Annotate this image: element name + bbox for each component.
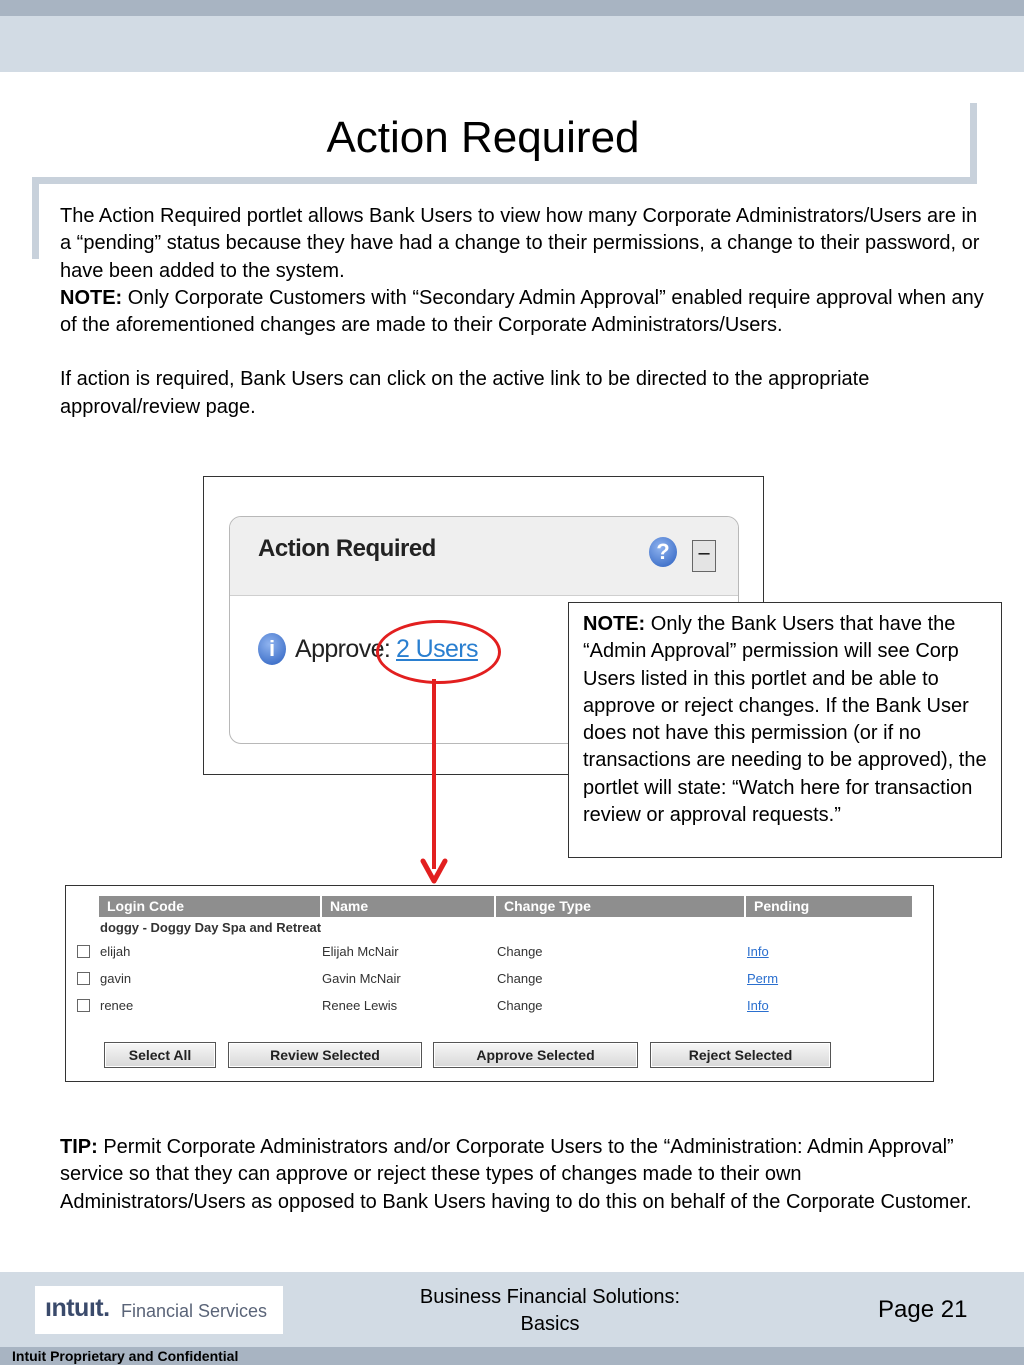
callout-note-text: Only the Bank Users that have the “Admin Approval” permission will see Corp Users listed in this portlet and be able to approve or reject changes. If the Bank User does not have this permission (or if no transactions are needing to be approved), the portlet will state: “Watch here for transaction review or approval requests.” <box>583 613 987 827</box>
review-selected-button[interactable]: Review Selected <box>228 1042 422 1068</box>
logo-subtitle: Financial Services <box>121 1301 268 1321</box>
change-cell: Change <box>497 998 543 1013</box>
intro-paragraph-1: The Action Required portlet allows Bank Users to view how many Corporate Administrators/Users are in a “pending” status because they have had a change to their permissions, a change to their password, or have been added to the system. <box>60 205 980 282</box>
top-band <box>0 16 1024 72</box>
name-cell: Gavin McNair <box>322 971 401 986</box>
approve-selected-button[interactable]: Approve Selected <box>433 1042 638 1068</box>
pending-link[interactable]: Perm <box>747 971 779 986</box>
intro-note <box>60 285 990 340</box>
logo-mark: ıntuıt. <box>45 1294 110 1322</box>
intro-note-text: Only Corporate Customers with “Secondary Admin Approval” enabled require approval when any of the aforementioned changes are made to their Corporate Administrators/Users. <box>60 286 984 337</box>
group-row: doggy - Doggy Day Spa and Retreat <box>100 920 322 935</box>
confidential-notice: Intuit Proprietary and Confidential <box>12 1348 239 1364</box>
footer-title-line-2: Basics <box>520 1313 580 1335</box>
users-table-screenshot <box>65 885 934 1082</box>
help-icon[interactable]: ? <box>649 537 677 567</box>
login-cell: elijah <box>100 944 131 959</box>
top-strip <box>0 0 1024 16</box>
page-number: Page 21 <box>878 1296 968 1323</box>
name-cell: Renee Lewis <box>322 998 398 1013</box>
intro-paragraph-2: If action is required, Bank Users can click on the active link to be directed to the appropriate approval/review page. <box>60 368 870 418</box>
intuit-logo <box>35 1286 283 1334</box>
tip-label: TIP: <box>60 1136 98 1158</box>
title-frame-left <box>32 177 39 259</box>
change-cell: Change <box>497 944 543 959</box>
select-all-button[interactable]: Select All <box>104 1042 216 1068</box>
note-callout <box>568 602 1002 858</box>
tip-text <box>60 1134 990 1216</box>
row-checkbox[interactable] <box>77 972 90 985</box>
arrow-shaft <box>432 679 436 869</box>
slide-title: Action Required <box>326 113 640 162</box>
row-checkbox[interactable] <box>77 945 90 958</box>
login-cell: gavin <box>100 971 132 986</box>
highlight-circle <box>376 620 501 684</box>
callout-note-label: NOTE: <box>583 613 646 635</box>
portlet-title: Action Required <box>258 535 436 562</box>
minimize-icon[interactable]: – <box>692 540 716 572</box>
change-cell: Change <box>497 971 543 986</box>
reject-selected-button[interactable]: Reject Selected <box>650 1042 831 1068</box>
title-frame-bottom <box>32 177 977 184</box>
footer-title <box>380 1284 720 1338</box>
intro-text <box>60 203 990 421</box>
approve-label: Approve: <box>295 635 391 663</box>
name-cell: Elijah McNair <box>322 944 399 959</box>
column-header-change-type[interactable]: Change Type <box>496 896 746 917</box>
row-checkbox[interactable] <box>77 999 90 1012</box>
intro-note-label: NOTE: <box>60 286 123 309</box>
login-cell: renee <box>100 998 134 1013</box>
column-header-name[interactable]: Name <box>322 896 496 917</box>
tip-body: Permit Corporate Administrators and/or Corporate Users to the “Administration: Admin Approval” service so that they can approve or reject these types of changes made to their own Administrators/Users as opposed to Bank Users having to do this on behalf of the Corporate Customer. <box>60 1136 972 1213</box>
approve-users-link[interactable]: 2 Users <box>396 635 478 663</box>
info-icon: i <box>258 633 286 665</box>
column-header-pending[interactable]: Pending <box>746 896 912 917</box>
pending-link[interactable]: Info <box>747 944 769 959</box>
column-header-login[interactable]: Login Code <box>99 896 322 917</box>
title-frame-right <box>970 103 977 183</box>
pending-link[interactable]: Info <box>747 998 769 1013</box>
arrow-head-icon <box>420 858 448 886</box>
portlet-header <box>230 517 738 596</box>
footer-title-line-1: Business Financial Solutions: <box>419 1286 681 1308</box>
